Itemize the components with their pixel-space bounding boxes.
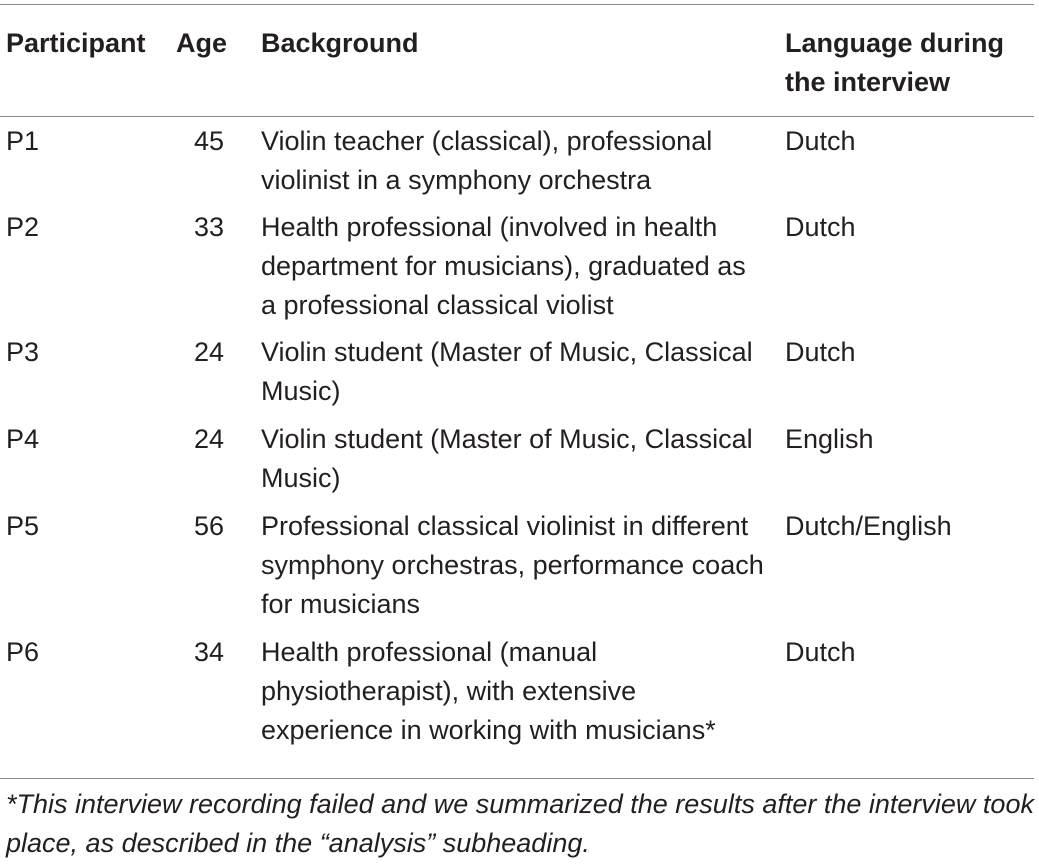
cell-background: Violin teacher (classical), professional violinist in a symphony orchestra [261,126,713,195]
cell-background: Health professional (involved in health department for musicians), graduated as a professional classical violist [261,212,746,320]
header-background: Background [261,28,419,58]
cell-participant: P5 [6,511,40,541]
cell-age: 33 [193,212,224,242]
cell-participant: P4 [6,424,40,454]
cell-participant: P6 [6,637,40,667]
table-spacer [0,102,1034,122]
spacer-cell [0,102,1034,122]
cell-language: English [785,424,874,454]
table-footnote: *This interview recording failed and we summarized the results after the interview took place, as described in the “analysis” subheading. [6,789,1034,858]
cell-age: 56 [193,511,224,541]
cell-background: Violin student (Master of Music, Classical Music) [261,424,753,493]
cell-age: 24 [193,337,224,367]
cell-age: 34 [193,637,224,667]
header-age: Age [176,28,228,58]
cell-language: Dutch [785,637,856,667]
table-row [0,333,1034,420]
table-header-row [0,0,1034,102]
cell-language: Dutch [785,212,856,242]
table-bottom-rule [0,778,1034,779]
header-language: Language during the interview [785,28,1004,97]
cell-participant: P1 [6,126,40,156]
table-row [0,208,1034,333]
table-row [0,122,1034,208]
cell-background: Professional classical violinist in different symphony orchestras, performance coach for musicians [261,511,764,619]
cell-background: Health professional (manual physiotherapist), with extensive experience in working with musicians* [261,637,716,745]
table-row [0,633,1034,763]
cell-language: Dutch [785,126,856,156]
cell-language: Dutch [785,337,856,367]
cell-age: 24 [193,424,224,454]
cell-age: 45 [193,126,224,156]
table-row [0,507,1034,633]
cell-language: Dutch/English [785,511,952,541]
header-participant: Participant [6,28,146,58]
cell-participant: P2 [6,212,40,242]
cell-participant: P3 [6,337,40,367]
table-row [0,420,1034,507]
cell-background: Violin student (Master of Music, Classical Music) [261,337,753,406]
